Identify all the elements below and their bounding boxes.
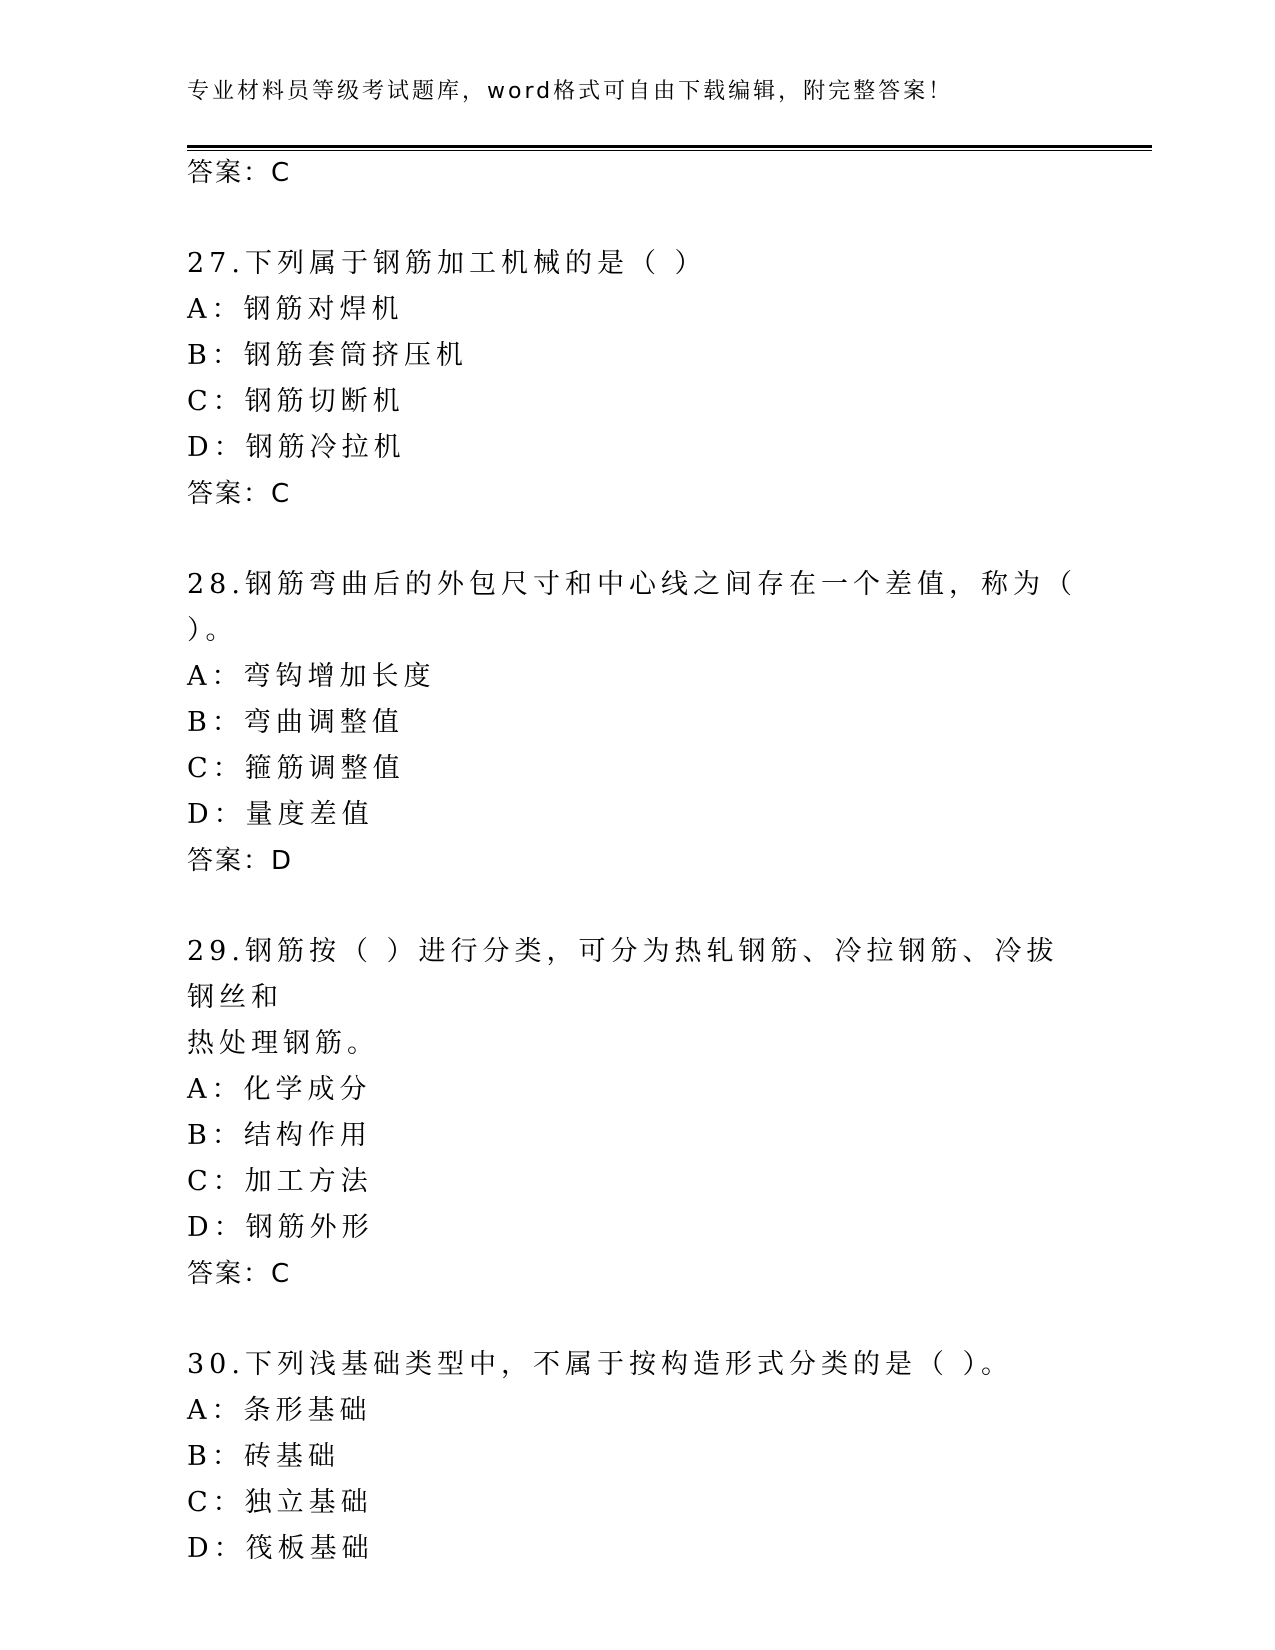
option-d: D：筏板基础: [187, 1533, 374, 1564]
question-list: [187, 150, 1087, 1572]
option-b: B：钢筋套筒挤压机: [187, 340, 468, 371]
question-stem: 28.钢筋弯曲后的外包尺寸和中心线之间存在一个差值，称为（ ）。: [187, 569, 1077, 646]
option-b: B：结构作用: [187, 1120, 372, 1151]
option-c: C：独立基础: [187, 1487, 373, 1518]
option-c: C：钢筋切断机: [187, 386, 405, 417]
option-a: A：化学成分: [187, 1074, 372, 1105]
question-block: [187, 1342, 1087, 1572]
option-b: B：砖基础: [187, 1441, 340, 1472]
option-b: B：弯曲调整值: [187, 707, 404, 738]
option-d: D：量度差值: [187, 799, 374, 830]
question-block: [187, 929, 1087, 1297]
answer-label: 答案：C: [187, 158, 292, 188]
option-d: D：钢筋冷拉机: [187, 432, 406, 463]
answer-label: 答案：C: [187, 479, 292, 509]
answer-label: 答案：D: [187, 846, 294, 876]
option-a: A：钢筋对焊机: [187, 294, 404, 325]
question-stem-line-2: 热处理钢筋。: [187, 1028, 379, 1059]
option-c: C：箍筋调整值: [187, 753, 405, 784]
option-d: D：钢筋外形: [187, 1212, 374, 1243]
question-block: [187, 241, 1087, 517]
question-stem-line-1: 29.钢筋按（ ）进行分类，可分为热轧钢筋、冷拉钢筋、冷拔钢丝和: [187, 936, 1059, 1013]
page-header: 专业材料员等级考试题库，word格式可自由下载编辑，附完整答案！: [187, 79, 954, 104]
option-a: A：弯钩增加长度: [187, 661, 436, 692]
question-stem: 27.下列属于钢筋加工机械的是（ ）: [187, 248, 707, 279]
header-rule-thick: [187, 145, 1152, 148]
answer-label: 答案：C: [187, 1259, 292, 1289]
question-block: [187, 562, 1087, 884]
question-stem: 30.下列浅基础类型中，不属于按构造形式分类的是（ ）。: [187, 1349, 1014, 1380]
option-c: C：加工方法: [187, 1166, 373, 1197]
option-a: A：条形基础: [187, 1395, 372, 1426]
